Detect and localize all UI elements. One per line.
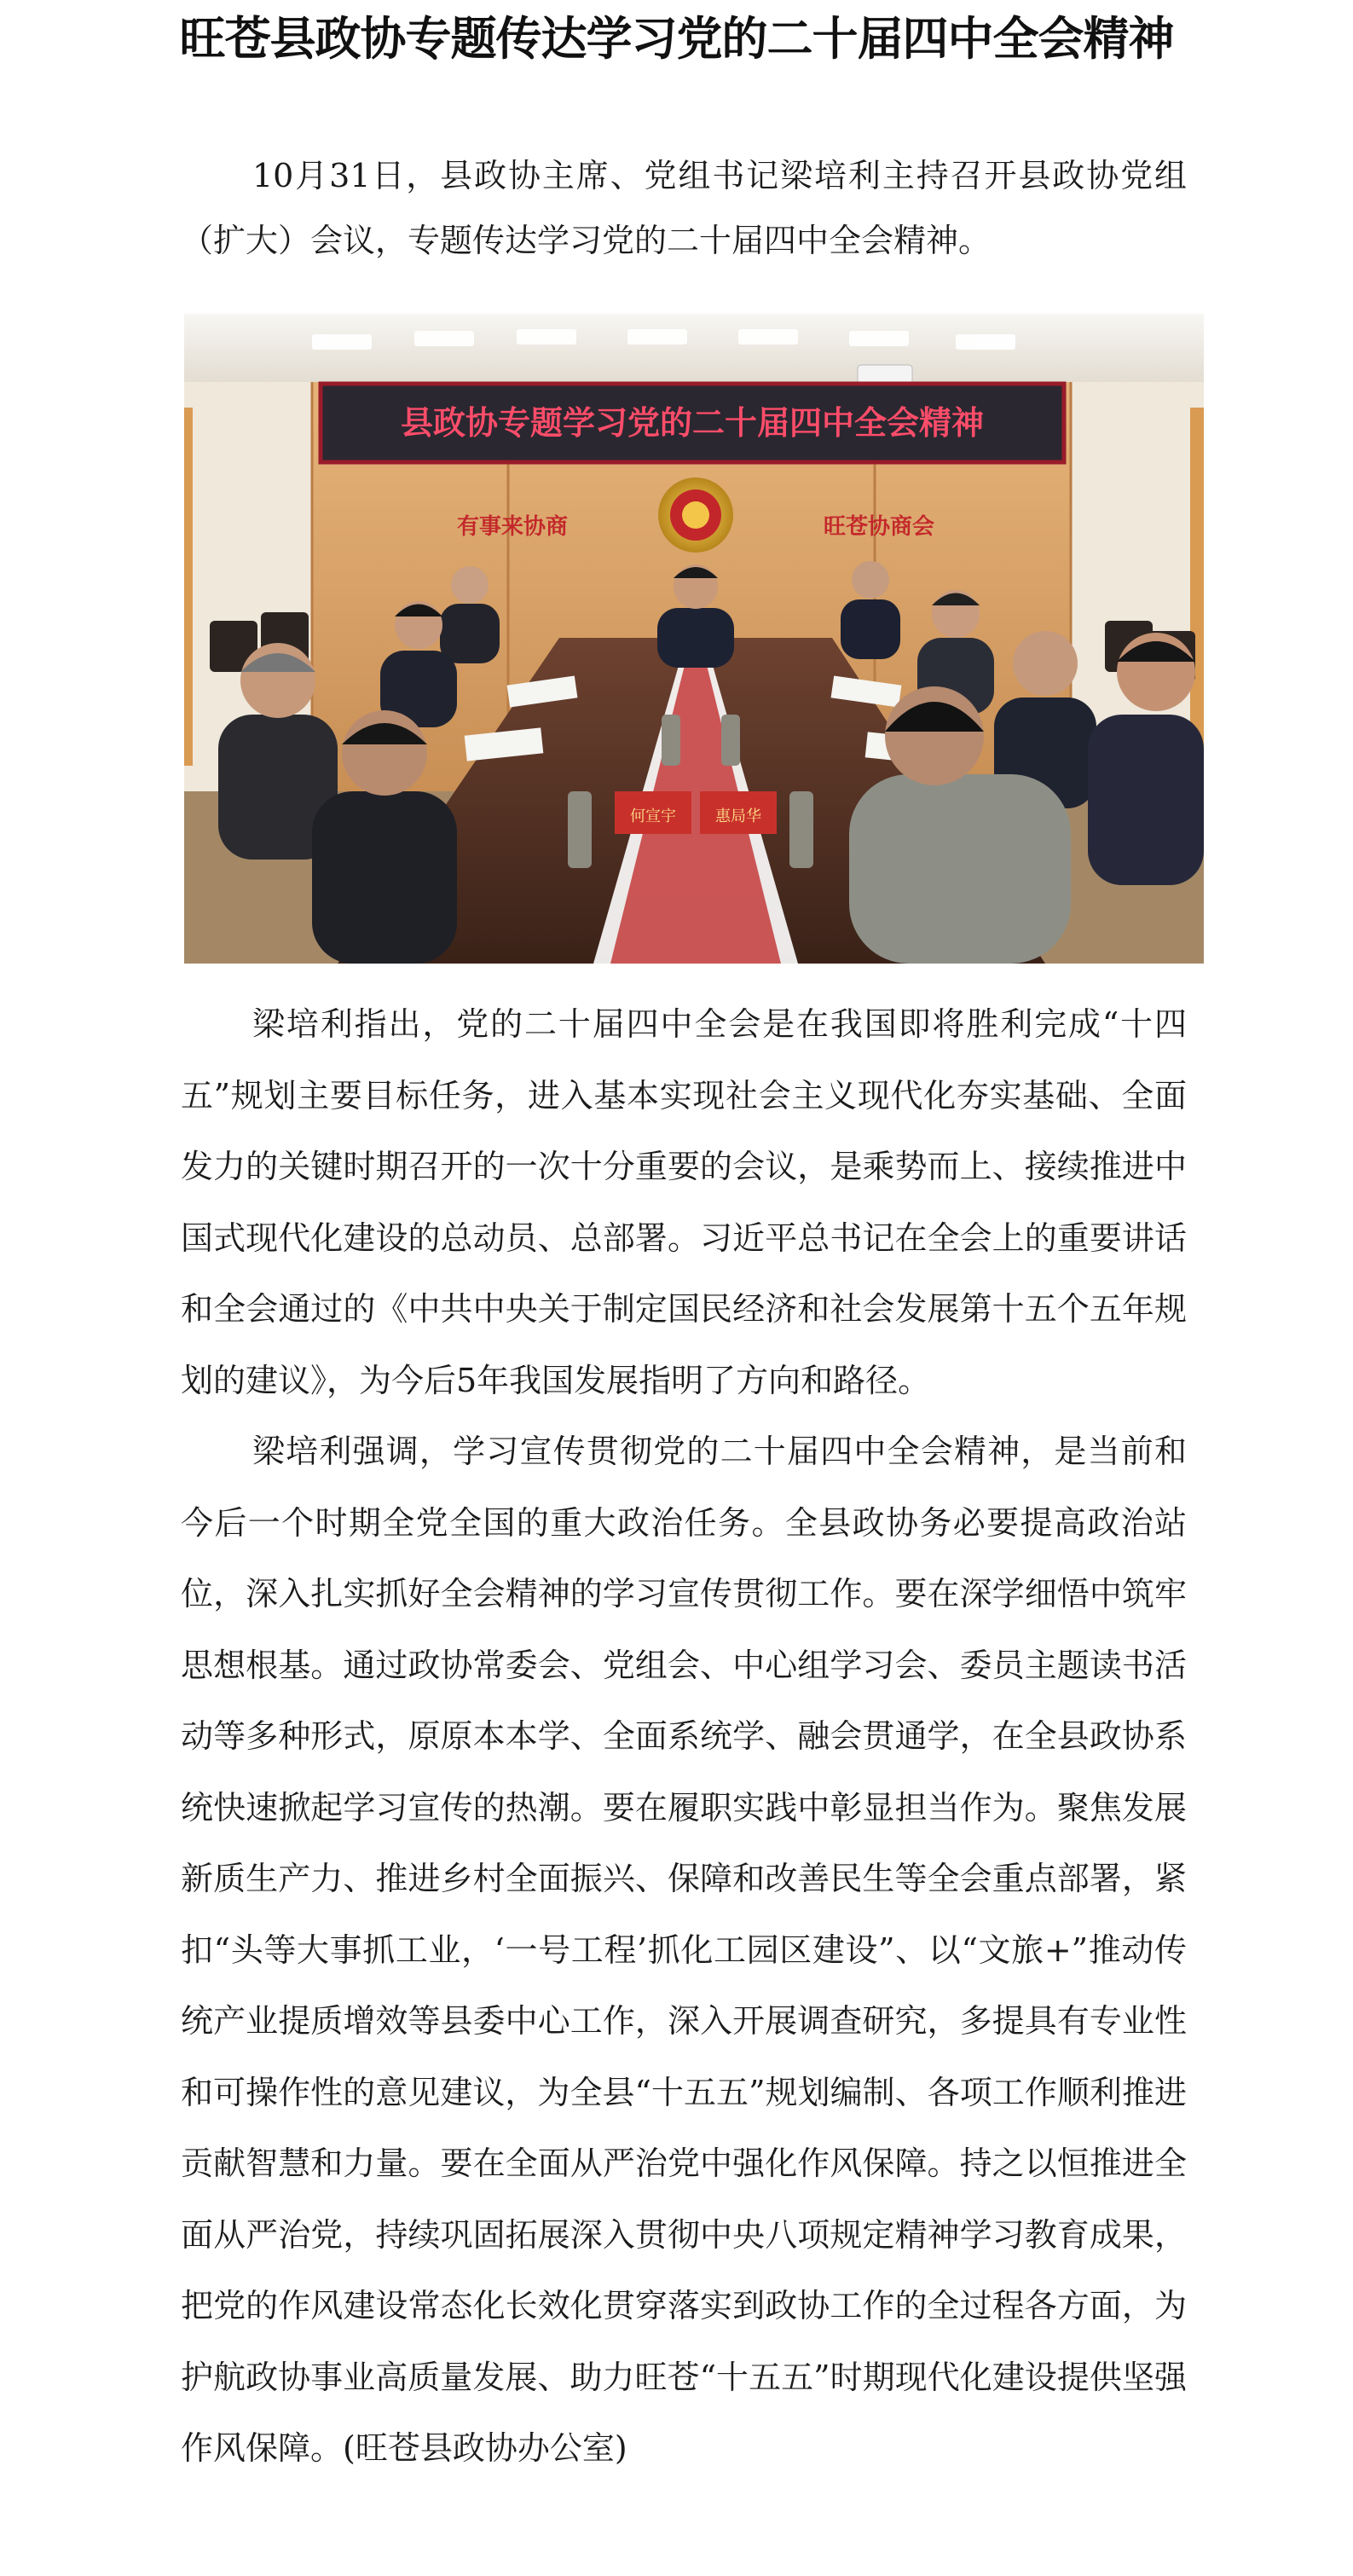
article-title: 旺苍县政协专题传达学习党的二十届四中全会精神 [179, 12, 1174, 66]
meeting-photo [184, 314, 1204, 964]
body-paragraph: 梁培利强调，学习宣传贯彻党的二十届四中全会精神，是当前和今后一个时期全党全国的重大政治任务。全县政协务必要提高政治站位，深入扎实抓好全会精神的学习宣传贯彻工作。要在深学细悟中筑牢思想根基。通过政协常委会、党组会、中心组学习会、委员主题读书活动等多种形式，原原本本学、全面系统学、融会贯通学，在全县政协系统快速掀起学习宣传的热潮。要在履职实践中彰显担当作为。聚焦发展新质生产力、推进乡村全面振兴、保障和改善民生等全会重点部署，紧扣“头等大事抓工业，‘一号工程’抓化工园区建设”、以“文旅+”推动传统产业提质增效等县委中心工作，深入开展调查研究，多提具有专业性和可操作性的意见建议，为全县“十五五”规划编制、各项工作顺利推进贡献智慧和力量。要在全面从严治党中强化作风保障。持之以恒推进全面从严治党，持续巩固拓展深入贯彻中央八项规定精神学习教育成果，把党的作风建设常态化长效化贯穿落实到政协工作的全过程各方面，为护航政协事业高质量发展、助力旺苍“十五五”时期现代化建设提供坚强作风保障。(旺苍县政协办公室) [181, 1433, 1187, 2467]
banner-text: 县政协专题学习党的二十届四中全会精神 [400, 404, 985, 442]
nameplate-right: 惠局华 [715, 808, 761, 825]
lead-paragraph: 10月31日，县政协主席、党组书记梁培利主持召开县政协党组（扩大）会议，专题传达学习党的二十届四中全会精神。 [181, 157, 1187, 259]
nameplate-left: 何宣宇 [630, 808, 676, 825]
wall-slogan-right: 旺苍协商会 [823, 514, 935, 540]
wall-slogan-left: 有事来协商 [456, 514, 569, 540]
body-paragraph: 梁培利指出，党的二十届四中全会是在我国即将胜利完成“十四五”规划主要目标任务，进入基本实现社会主义现代化夯实基础、全面发力的关键时期召开的一次十分重要的会议，是乘势而上、接续推进中国式现代化建设的总动员、总部署。习近平总书记在全会上的重要讲话和全会通过的《中共中央关于制定国民经济和社会发展第十五个五年规划的建议》，为今后5年我国发展指明了方向和路径。 [181, 1005, 1187, 1399]
article-body [181, 989, 1187, 2485]
cppcc-emblem [658, 478, 733, 553]
